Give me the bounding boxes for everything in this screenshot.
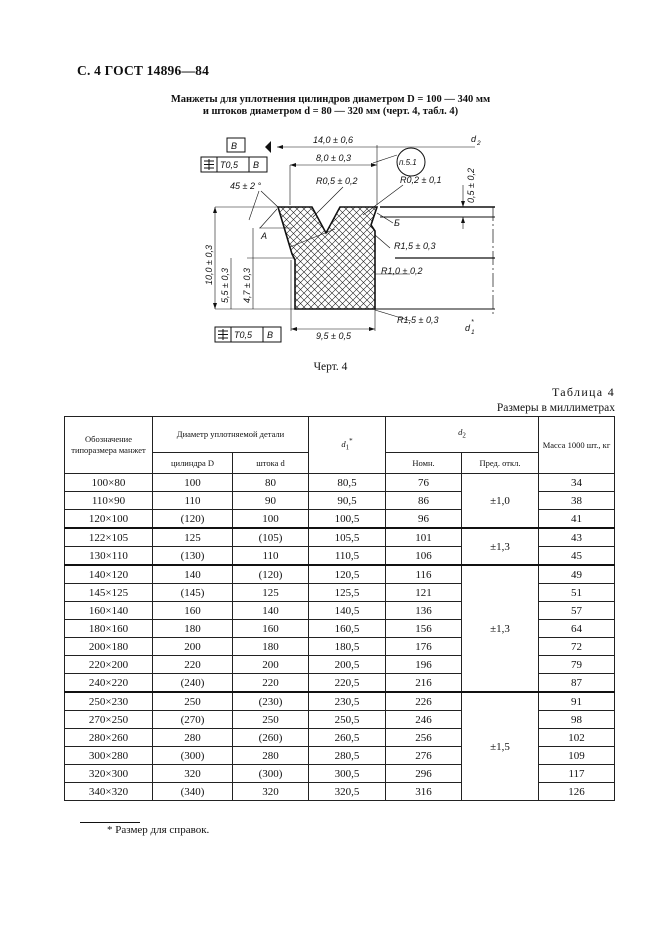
cell-mass: 38 (539, 492, 615, 510)
table-row (65, 528, 615, 547)
technical-drawing (185, 125, 515, 355)
cell-d2-nominal: 116 (386, 565, 462, 584)
cell-mass: 91 (539, 692, 615, 711)
figure-caption: Черт. 4 (313, 361, 348, 373)
cell-mass: 41 (539, 510, 615, 529)
figure-title-line2: и штоков диаметром d = 80 — 320 мм (черт. 4, табл. 4) (202, 106, 459, 117)
cell-d2-nominal: 296 (386, 765, 462, 783)
cell-designation: 160×140 (65, 602, 153, 620)
cell-designation: 320×300 (65, 765, 153, 783)
cell-mass: 98 (539, 711, 615, 729)
cell-d1: 200,5 (309, 656, 386, 674)
cell-cylinder: 200 (153, 638, 233, 656)
svg-text:R1,5 ± 0,3: R1,5 ± 0,3 (397, 315, 439, 325)
cell-d1: 280,5 (309, 747, 386, 765)
cell-mass: 117 (539, 765, 615, 783)
col-designation: Обозначение типоразмера манжет (65, 417, 153, 474)
cell-d1: 140,5 (309, 602, 386, 620)
cell-rod: (105) (233, 528, 309, 547)
svg-text:В: В (253, 160, 260, 170)
cell-cylinder: (145) (153, 584, 233, 602)
cell-d1: 105,5 (309, 528, 386, 547)
cell-cylinder: 320 (153, 765, 233, 783)
cell-d1: 100,5 (309, 510, 386, 529)
cell-designation: 250×230 (65, 692, 153, 711)
cell-designation: 300×280 (65, 747, 153, 765)
cell-d2-deviation: ±1,5 (462, 692, 539, 801)
svg-text:R0,5 ± 0,2: R0,5 ± 0,2 (316, 176, 358, 186)
cell-d2-nominal: 121 (386, 584, 462, 602)
svg-text:А: А (261, 231, 268, 241)
cell-d2-nominal: 256 (386, 729, 462, 747)
col-mass: Масса 1000 шт., кг (539, 417, 615, 474)
cell-cylinder: 250 (153, 692, 233, 711)
svg-text:T0,5: T0,5 (220, 160, 239, 170)
table-name: Таблица 4 (551, 385, 615, 399)
svg-text:T0,5: T0,5 (234, 330, 253, 340)
cell-d2-nominal: 86 (386, 492, 462, 510)
cell-designation: 200×180 (65, 638, 153, 656)
cell-d2-nominal: 276 (386, 747, 462, 765)
cell-cylinder: 100 (153, 474, 233, 492)
cell-designation: 270×250 (65, 711, 153, 729)
cell-mass: 45 (539, 547, 615, 566)
cell-d2-nominal: 101 (386, 528, 462, 547)
cell-d1: 180,5 (309, 638, 386, 656)
page-header: С. 4 ГОСТ 14896—84 (77, 63, 210, 78)
cell-cylinder: (300) (153, 747, 233, 765)
cell-mass: 87 (539, 674, 615, 693)
cell-mass: 72 (539, 638, 615, 656)
svg-text:4,7 ± 0,3: 4,7 ± 0,3 (242, 268, 252, 303)
cell-d1: 300,5 (309, 765, 386, 783)
col-deviation: Пред. откл. (462, 453, 539, 474)
cell-mass: 102 (539, 729, 615, 747)
cell-d2-nominal: 316 (386, 783, 462, 801)
col-rod: штока d (233, 453, 309, 474)
cell-d2-deviation: ±1,3 (462, 565, 539, 692)
cell-d1: 90,5 (309, 492, 386, 510)
cell-mass: 79 (539, 656, 615, 674)
cell-rod: 110 (233, 547, 309, 566)
cell-designation: 180×160 (65, 620, 153, 638)
cell-rod: 80 (233, 474, 309, 492)
cell-cylinder: (340) (153, 783, 233, 801)
cell-rod: (260) (233, 729, 309, 747)
cell-rod: 200 (233, 656, 309, 674)
cell-d2-nominal: 196 (386, 656, 462, 674)
cell-d1: 250,5 (309, 711, 386, 729)
col-nominal: Номн. (386, 453, 462, 474)
cell-rod: 180 (233, 638, 309, 656)
svg-text:8,0 ± 0,3: 8,0 ± 0,3 (316, 153, 351, 163)
svg-text:В: В (231, 141, 238, 151)
cell-d2-nominal: 156 (386, 620, 462, 638)
svg-text:14,0 ± 0,6: 14,0 ± 0,6 (313, 135, 353, 145)
dimensions-table (64, 416, 615, 801)
figure-title-line1: Манжеты для уплотнения цилиндров диаметром D = 100 — 340 мм (170, 94, 491, 105)
svg-text:R1,0 ± 0,2: R1,0 ± 0,2 (381, 266, 423, 276)
cell-d1: 220,5 (309, 674, 386, 693)
cell-d2-nominal: 226 (386, 692, 462, 711)
cell-mass: 34 (539, 474, 615, 492)
svg-text:п.5.1: п.5.1 (399, 158, 417, 167)
cell-cylinder: (130) (153, 547, 233, 566)
table-row (65, 692, 615, 711)
cell-cylinder: (270) (153, 711, 233, 729)
svg-text:9,5 ± 0,5: 9,5 ± 0,5 (316, 331, 351, 341)
cell-mass: 109 (539, 747, 615, 765)
cell-d2-nominal: 136 (386, 602, 462, 620)
cell-d1: 80,5 (309, 474, 386, 492)
cell-d2-nominal: 106 (386, 547, 462, 566)
svg-text:10,0 ± 0,3: 10,0 ± 0,3 (204, 245, 214, 285)
cell-cylinder: (240) (153, 674, 233, 693)
cell-designation: 145×125 (65, 584, 153, 602)
cell-cylinder: 140 (153, 565, 233, 584)
cell-mass: 51 (539, 584, 615, 602)
cell-d2-nominal: 96 (386, 510, 462, 529)
cell-cylinder: 160 (153, 602, 233, 620)
col-d1: $d_1^*$ (309, 417, 386, 474)
cell-d2-nominal: 176 (386, 638, 462, 656)
cell-rod: 90 (233, 492, 309, 510)
footnote: * Размер для справок. (107, 824, 210, 836)
cell-d2-deviation: ±1,3 (462, 528, 539, 565)
footnote-rule (80, 822, 140, 823)
svg-text:d: d (465, 323, 471, 333)
cell-d1: 120,5 (309, 565, 386, 584)
cell-rod: (120) (233, 565, 309, 584)
col-diameter: Диаметр уплотняемой детали (153, 417, 309, 453)
cell-d1: 230,5 (309, 692, 386, 711)
cell-designation: 130×110 (65, 547, 153, 566)
cell-cylinder: 180 (153, 620, 233, 638)
col-cylinder: цилиндра D (153, 453, 233, 474)
svg-text:*: * (471, 319, 474, 326)
cell-rod: 280 (233, 747, 309, 765)
cell-d1: 110,5 (309, 547, 386, 566)
cell-mass: 126 (539, 783, 615, 801)
cell-d1: 320,5 (309, 783, 386, 801)
cell-rod: 220 (233, 674, 309, 693)
svg-text:R0,2 ± 0,1: R0,2 ± 0,1 (400, 175, 442, 185)
cell-mass: 49 (539, 565, 615, 584)
svg-text:d: d (471, 134, 477, 144)
cell-designation: 240×220 (65, 674, 153, 693)
cell-rod: 140 (233, 602, 309, 620)
cell-cylinder: 220 (153, 656, 233, 674)
svg-text:1: 1 (471, 329, 475, 336)
table-row (65, 565, 615, 584)
svg-text:В: В (267, 330, 274, 340)
cell-designation: 280×260 (65, 729, 153, 747)
cell-mass: 43 (539, 528, 615, 547)
cell-designation: 120×100 (65, 510, 153, 529)
table-units: Размеры в миллиметрах (496, 402, 615, 414)
cell-cylinder: (120) (153, 510, 233, 529)
svg-text:5,5 ± 0,3: 5,5 ± 0,3 (220, 268, 230, 303)
cell-mass: 57 (539, 602, 615, 620)
cell-d2-deviation: ±1,0 (462, 474, 539, 529)
cell-rod: 160 (233, 620, 309, 638)
cell-d1: 125,5 (309, 584, 386, 602)
cell-designation: 100×80 (65, 474, 153, 492)
cell-d2-nominal: 246 (386, 711, 462, 729)
cell-designation: 122×105 (65, 528, 153, 547)
cell-designation: 140×120 (65, 565, 153, 584)
cell-mass: 64 (539, 620, 615, 638)
svg-text:45 ± 2 °: 45 ± 2 ° (230, 181, 262, 191)
cell-designation: 220×200 (65, 656, 153, 674)
cell-designation: 110×90 (65, 492, 153, 510)
cell-d1: 160,5 (309, 620, 386, 638)
svg-text:0,5 ± 0,2: 0,5 ± 0,2 (466, 168, 476, 203)
cell-d2-nominal: 216 (386, 674, 462, 693)
svg-text:R1,5 ± 0,3: R1,5 ± 0,3 (394, 241, 436, 251)
cell-cylinder: 280 (153, 729, 233, 747)
svg-text:2: 2 (477, 140, 481, 147)
cell-designation: 340×320 (65, 783, 153, 801)
col-d2: $d_2$ (386, 417, 539, 453)
cell-d2-nominal: 76 (386, 474, 462, 492)
cell-rod: 320 (233, 783, 309, 801)
cell-cylinder: 125 (153, 528, 233, 547)
table-row (65, 474, 615, 492)
cell-cylinder: 110 (153, 492, 233, 510)
cell-rod: 125 (233, 584, 309, 602)
cell-rod: 250 (233, 711, 309, 729)
cell-rod: 100 (233, 510, 309, 529)
cell-rod: (300) (233, 765, 309, 783)
svg-text:Б: Б (394, 218, 400, 228)
cell-d1: 260,5 (309, 729, 386, 747)
cell-rod: (230) (233, 692, 309, 711)
